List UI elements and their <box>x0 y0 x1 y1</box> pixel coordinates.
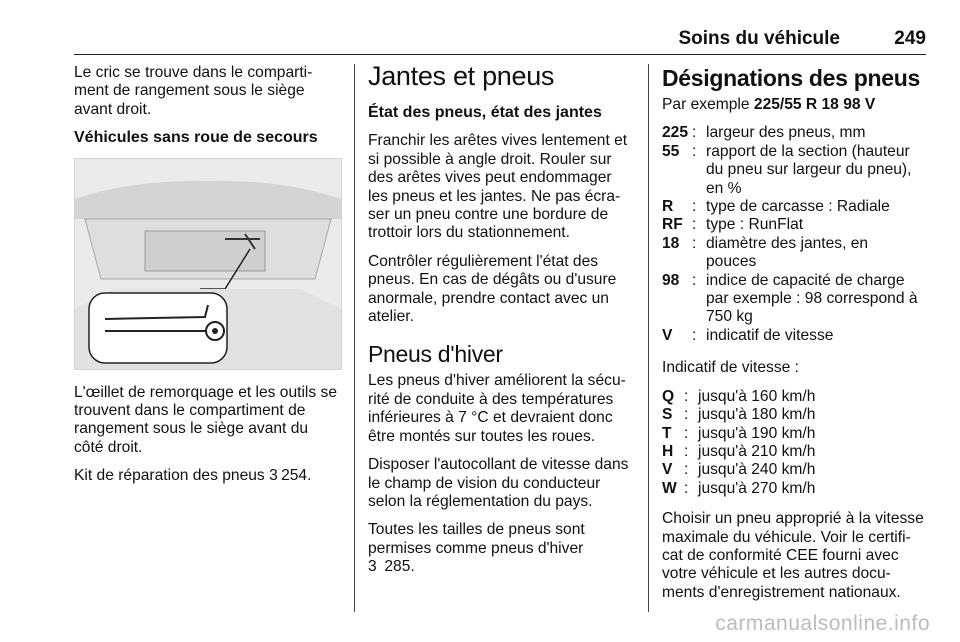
tyre-sizes-page-link[interactable]: 285. <box>384 558 415 576</box>
speed-row: V : jusqu'à 240 km/h <box>662 461 932 479</box>
designation-list <box>662 124 932 345</box>
designation-row: V : indicatif de vitesse <box>662 327 932 345</box>
repair-kit-text: Kit de réparation des pneus <box>74 467 265 485</box>
speed-code: V <box>662 461 673 479</box>
designation-text: indicatif de vitesse <box>706 326 834 344</box>
winter-tyres-text: Les pneus d'hiver améliorent la sécu- rité de conduite à des températures inférieures à 7 °C et devraient donc être montés sur toutes les roues. <box>368 372 626 445</box>
speed-code: H <box>662 442 674 460</box>
header-rule <box>74 54 926 55</box>
designation-row: 18 : diamètre des jantes, en pouces <box>662 235 932 272</box>
speed-row: S : jusqu'à 180 km/h <box>662 406 932 424</box>
speed-text: jusqu'à 160 km/h <box>698 387 816 405</box>
speed-code: T <box>662 424 672 442</box>
designation-code: V <box>662 326 673 344</box>
designation-text: rapport de la section (hauteur du pneu sur largeur du pneu), en % <box>706 142 912 197</box>
speed-row: H : jusqu'à 210 km/h <box>662 443 932 461</box>
column-divider-2 <box>648 64 649 612</box>
speed-index-heading: Indicatif de vitesse : <box>662 359 799 377</box>
repair-kit-reference <box>74 467 344 485</box>
column-1 <box>74 64 344 496</box>
no-spare-wheel-heading: Véhicules sans roue de secours <box>74 129 318 147</box>
speed-sticker-text: Disposer l'autocollant de vitesse dans le champ de vision du conducteur selon la réglementation du pays. <box>368 456 629 510</box>
designation-text: largeur des pneus, mm <box>706 124 866 142</box>
designation-row: 98 : indice de capacité de charge par exemple : 98 correspond à 750 kg <box>662 272 932 327</box>
tools-illustration <box>75 159 341 369</box>
column-3 <box>662 64 932 612</box>
designation-code: 225 <box>662 124 689 142</box>
designation-row: RF : type : RunFlat <box>662 216 932 234</box>
designation-row: R : type de carcasse : Radiale <box>662 198 932 216</box>
tyre-sizes-text <box>368 521 636 576</box>
page-reference-icon: 3 <box>368 558 377 576</box>
designation-example <box>662 96 932 114</box>
speed-code: W <box>662 479 677 497</box>
example-value: 225/55 R 18 98 V <box>753 96 876 113</box>
designation-text: type : RunFlat <box>706 216 804 234</box>
speed-text: jusqu'à 240 km/h <box>698 461 816 479</box>
tyre-condition-heading: État des pneus, état des jantes <box>368 104 602 121</box>
speed-text: jusqu'à 210 km/h <box>698 442 816 460</box>
designation-code: 18 <box>662 234 680 252</box>
column-2 <box>368 61 636 587</box>
watermark: carmanualsonline.info <box>715 612 930 635</box>
designation-code: R <box>662 198 674 216</box>
page-reference-icon: 3 <box>269 467 278 485</box>
designation-code: 55 <box>662 142 680 160</box>
designation-code: 98 <box>662 271 680 289</box>
column-divider-1 <box>354 64 355 612</box>
page-number: 249 <box>894 28 926 49</box>
repair-kit-page-link[interactable]: 254. <box>281 467 312 485</box>
speed-text: jusqu'à 270 km/h <box>698 479 816 497</box>
kerb-advice-text: Franchir les arêtes vives lentement et si possible à angle droit. Rouler sur des arêtes vives peut endommager les pneus et les jantes. Ne pas écra- ser un pneu contre une bordure de trottoir lors du stationnement. <box>368 132 628 242</box>
designation-row: 55 : rapport de la section (hauteur du pneu sur largeur du pneu), en % <box>662 143 932 198</box>
speed-index-list <box>662 388 932 498</box>
closing-advice-text: Choisir un pneu approprié à la vitesse maximale du véhicule. Voir le certifi- cat de conformité CEE fourni avec votre véhicule et les autres docu- ments d'enregistrement nationaux. <box>662 510 924 601</box>
designation-text: type de carcasse : Radiale <box>706 198 890 216</box>
speed-text: jusqu'à 180 km/h <box>698 406 816 424</box>
speed-row: W : jusqu'à 270 km/h <box>662 480 932 498</box>
designation-text: diamètre des jantes, en pouces <box>706 234 869 271</box>
jack-location-text: Le cric se trouve dans le comparti- ment de rangement sous le siège avant droit. <box>74 64 313 118</box>
inspection-advice-text: Contrôler régulièrement l'état des pneus. En cas de dégâts ou d'usure anormale, prendre contact avec un atelier. <box>368 252 617 326</box>
speed-row: T : jusqu'à 190 km/h <box>662 425 932 443</box>
tyre-sizes-body: Toutes les tailles de pneus sont permises comme pneus d'hiver <box>368 521 585 557</box>
page-header <box>74 24 926 52</box>
storage-compartment-illustration <box>74 158 342 370</box>
speed-text: jusqu'à 190 km/h <box>698 424 816 442</box>
speed-code: S <box>662 406 673 424</box>
tyre-designations-title: Désignations des pneus <box>662 65 920 91</box>
designation-row: 225 : largeur des pneus, mm <box>662 124 932 142</box>
tools-caption: L'œillet de remorquage et les outils se trouvent dans le compartiment de rangement sous le siège avant du côté droit. <box>74 383 337 456</box>
wheels-tyres-title: Jantes et pneus <box>368 61 555 91</box>
speed-row: Q : jusqu'à 160 km/h <box>662 388 932 406</box>
designation-text: indice de capacité de charge par exemple : 98 correspond à 750 kg <box>706 271 918 326</box>
speed-code: Q <box>662 387 675 405</box>
designation-code: RF <box>662 216 683 234</box>
winter-tyres-heading: Pneus d'hiver <box>368 341 503 368</box>
example-prefix: Par exemple <box>662 96 750 113</box>
section-title: Soins du véhicule <box>678 28 840 49</box>
